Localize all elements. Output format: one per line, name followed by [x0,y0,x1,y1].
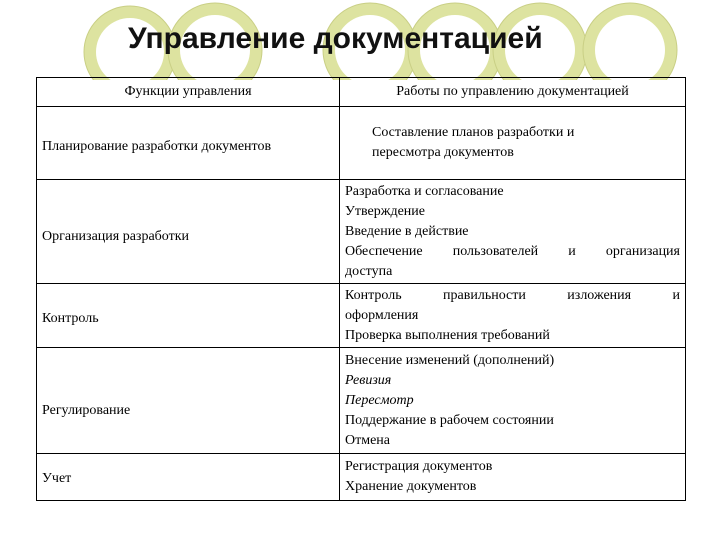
work-item: Пересмотр [345,392,414,408]
table-row [37,348,686,454]
work-item: Обеспечение пользователей и организация [345,243,680,259]
document-table [36,77,686,501]
function-cell: Учет [37,454,340,501]
works-cell [340,107,686,180]
work-item: Ревизия [345,372,392,388]
works-cell [340,284,686,348]
function-cell: Контроль [37,284,340,348]
table-row [37,284,686,348]
works-cell [340,180,686,284]
work-item: Введение в действие [345,223,469,239]
work-item: Разработка и согласование [345,183,504,199]
function-cell: Организация разработки [37,180,340,284]
works-cell [340,454,686,501]
work-item: доступа [345,263,393,279]
table-header-row [37,78,686,107]
header-works: Работы по управлению документацией [340,78,686,107]
work-item: Внесение изменений (дополнений) [345,352,555,368]
slide-title: Управление документацией [128,22,543,55]
work-item: Отмена [345,432,391,448]
work-item: оформления [345,307,419,323]
work-item: Хранение документов [345,479,477,494]
work-item: Поддержание в рабочем состоянии [345,412,554,428]
table-row [37,454,686,501]
work-item: Контроль правильности изложения и [345,287,680,303]
header-functions: Функции управления [37,78,340,107]
work-item: Регистрация документов [345,459,493,474]
table-row [37,180,686,284]
work-item: пересмотра документов [372,145,514,160]
work-item: Проверка выполнения требований [345,327,550,343]
table-row [37,107,686,180]
works-cell [340,348,686,454]
function-cell: Регулирование [37,348,340,454]
function-cell: Планирование разработки документов [37,107,340,180]
work-item: Составление планов разработки и [372,125,575,140]
work-item: Утверждение [345,203,425,219]
